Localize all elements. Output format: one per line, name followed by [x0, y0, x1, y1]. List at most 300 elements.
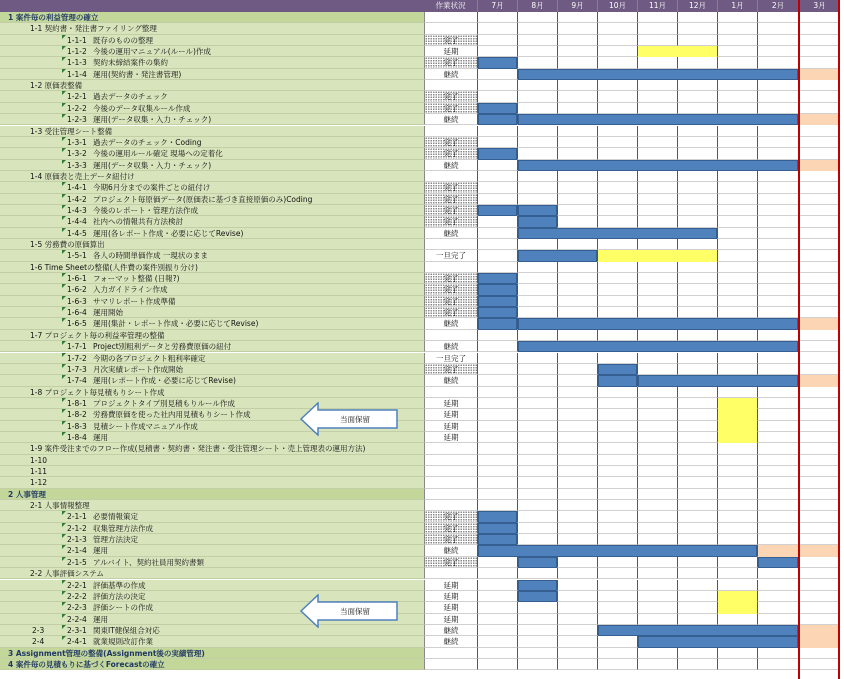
month-cell — [477, 69, 517, 80]
month-cell — [597, 307, 637, 318]
schedule-bar-blue — [518, 69, 798, 80]
month-cell — [597, 12, 637, 23]
month-cell — [557, 648, 597, 659]
task-row — [0, 545, 844, 556]
month-cell — [677, 477, 717, 488]
subcategory-title: 1-5 労務費の原価算出 — [30, 240, 105, 249]
status-cell: 延期 — [424, 409, 477, 420]
task-title: プロジェクトタイプ別見積もりルール作成 — [93, 398, 235, 408]
month-cell — [477, 216, 517, 227]
month-cell — [637, 57, 677, 68]
month-cell — [557, 602, 597, 613]
month-cell — [477, 80, 517, 91]
task-number: 1-1-3 — [67, 58, 87, 68]
month-cell — [557, 103, 597, 114]
month-cell — [517, 57, 557, 68]
task-title: 運用(データ収集・入力・チェック) — [93, 115, 212, 125]
task-number: 1-8-4 — [67, 432, 87, 442]
month-cell — [717, 80, 757, 91]
month-cell — [757, 284, 798, 295]
month-cell — [517, 239, 557, 250]
status-cell — [424, 80, 477, 91]
task-number: 1-7-2 — [67, 353, 87, 363]
task-title: 運用(各レポート作成・必要に応じてRevise) — [93, 228, 244, 238]
task-row — [0, 580, 844, 591]
month-cell — [717, 228, 757, 239]
schedule-bar-peach — [799, 318, 840, 329]
cell-marker-icon — [62, 511, 66, 515]
status-cell — [424, 455, 477, 466]
month-cell — [517, 353, 557, 364]
row-label — [0, 341, 424, 352]
task-row — [0, 341, 844, 352]
month-cell — [557, 12, 597, 23]
cell-marker-icon — [62, 375, 66, 379]
cell-marker-icon — [62, 194, 66, 198]
month-cell — [677, 23, 717, 34]
month-cell — [597, 35, 637, 46]
row-label — [0, 443, 424, 454]
task-row — [0, 364, 844, 375]
schedule-bar-blue — [518, 557, 557, 568]
status-cell — [424, 12, 477, 23]
month-cell — [677, 273, 717, 284]
month-cell — [798, 137, 840, 148]
task-row — [0, 398, 844, 409]
month-cell — [517, 35, 557, 46]
month-cell — [637, 455, 677, 466]
category-row — [0, 489, 844, 500]
month-cell — [637, 477, 677, 488]
month-cell — [477, 228, 517, 239]
status-cell: 延期 — [424, 432, 477, 443]
schedule-bar-blue — [478, 114, 517, 125]
month-cell — [557, 171, 597, 182]
task-title: 過去データのチェック・Coding — [93, 137, 202, 147]
status-cell: 継続 — [424, 625, 477, 636]
month-cell — [517, 284, 557, 295]
month-cell — [637, 284, 677, 295]
cell-marker-icon — [62, 364, 66, 368]
schedule-bar-blue — [518, 591, 557, 602]
schedule-bar-yellow — [598, 250, 717, 261]
row-label — [0, 477, 424, 488]
cell-marker-icon — [62, 114, 66, 118]
month-cell — [717, 250, 757, 261]
month-cell — [717, 103, 757, 114]
month-cell — [677, 500, 717, 511]
task-title: 収集管理方法作成 — [93, 523, 153, 533]
month-cell — [557, 636, 597, 647]
status-cell: 完了 — [424, 57, 477, 68]
task-row — [0, 284, 844, 295]
month-cell — [717, 284, 757, 295]
month-cell — [637, 387, 677, 398]
row-label — [0, 114, 424, 125]
task-number: 1-8-3 — [67, 421, 87, 431]
month-cell — [677, 534, 717, 545]
month-cell — [477, 126, 517, 137]
month-cell — [597, 614, 637, 625]
task-row — [0, 205, 844, 216]
month-cell — [557, 455, 597, 466]
month-cell — [757, 523, 798, 534]
schedule-bar-blue — [478, 57, 517, 68]
month-cell — [557, 35, 597, 46]
month-cell — [597, 46, 637, 57]
cell-marker-icon — [62, 545, 66, 549]
month-cell — [717, 262, 757, 273]
month-cell — [798, 500, 840, 511]
task-row — [0, 557, 844, 568]
month-cell — [757, 398, 798, 409]
status-cell: 完了 — [424, 534, 477, 545]
month-cell — [597, 80, 637, 91]
month-cell — [677, 648, 717, 659]
category-title: 2 人事管理 — [8, 489, 46, 499]
month-cell — [517, 103, 557, 114]
row-label — [0, 228, 424, 239]
schedule-bar-blue — [478, 148, 517, 159]
task-title: 各人の時間単価作成 一現状のまま — [93, 251, 208, 261]
month-cell — [637, 12, 677, 23]
month-cell — [517, 148, 557, 159]
status-cell: 完了 — [424, 511, 477, 522]
subcategory-title: 2-2 人事評価システム — [30, 569, 104, 579]
month-cell — [477, 477, 517, 488]
month-cell — [798, 409, 840, 420]
month-cell — [637, 432, 677, 443]
row-label — [0, 500, 424, 511]
status-cell: 完了 — [424, 205, 477, 216]
cell-marker-icon — [62, 353, 66, 357]
status-cell: 完了 — [424, 103, 477, 114]
row-label — [0, 375, 424, 386]
task-number: 2-4-1 — [67, 637, 87, 647]
month-cell — [798, 341, 840, 352]
row-label — [0, 455, 424, 466]
month-cell — [637, 216, 677, 227]
month-cell — [798, 455, 840, 466]
month-cell — [677, 194, 717, 205]
month-cell — [597, 194, 637, 205]
schedule-bar-yellow — [638, 46, 717, 57]
month-cell — [717, 239, 757, 250]
month-cell — [517, 46, 557, 57]
cell-marker-icon — [62, 35, 66, 39]
task-title: 今後の運用マニュアル(ルール)作成 — [93, 47, 211, 57]
month-cell — [557, 182, 597, 193]
task-row — [0, 35, 844, 46]
task-title: 評価シートの作成 — [93, 603, 153, 613]
month-cell — [557, 659, 597, 670]
month-cell — [677, 296, 717, 307]
month-cell — [517, 443, 557, 454]
task-title: 契約未締結案件の集約 — [93, 58, 168, 68]
cell-marker-icon — [62, 534, 66, 538]
task-number: 1-3-1 — [67, 137, 87, 147]
month-cell — [517, 262, 557, 273]
task-row — [0, 57, 844, 68]
month-cell — [637, 194, 677, 205]
month-cell — [677, 57, 717, 68]
month-cell — [757, 443, 798, 454]
month-cell — [477, 341, 517, 352]
month-cell — [677, 443, 717, 454]
month-cell — [637, 80, 677, 91]
month-cell — [677, 455, 717, 466]
month-cell — [517, 182, 557, 193]
month-cell — [517, 466, 557, 477]
month-cell — [477, 262, 517, 273]
month-cell — [477, 489, 517, 500]
task-row — [0, 148, 844, 159]
schedule-bar-blue — [518, 228, 717, 239]
task-row — [0, 353, 844, 364]
month-cell — [517, 432, 557, 443]
month-cell — [637, 364, 677, 375]
month-cell — [517, 614, 557, 625]
header-month-8: 2月 — [757, 0, 798, 12]
task-row — [0, 160, 844, 171]
task-row — [0, 250, 844, 261]
month-cell — [597, 421, 637, 432]
month-cell — [717, 137, 757, 148]
month-cell — [757, 387, 798, 398]
schedule-bar-peach — [758, 545, 840, 556]
month-cell — [717, 12, 757, 23]
month-cell — [798, 421, 840, 432]
task-row — [0, 409, 844, 420]
task-number: 1-1-2 — [67, 47, 87, 57]
month-cell — [477, 387, 517, 398]
month-cell — [717, 489, 757, 500]
task-title: 評価方法の決定 — [93, 591, 146, 601]
month-cell — [517, 387, 557, 398]
month-cell — [477, 160, 517, 171]
month-cell — [757, 171, 798, 182]
header-month-1: 7月 — [477, 0, 517, 12]
month-cell — [798, 171, 840, 182]
month-cell — [757, 80, 798, 91]
schedule-bar-blue — [518, 250, 597, 261]
month-cell — [717, 466, 757, 477]
status-cell: 延期 — [424, 46, 477, 57]
month-cell — [677, 659, 717, 670]
month-cell — [597, 580, 637, 591]
month-cell — [517, 625, 557, 636]
month-cell — [477, 568, 517, 579]
subcategory-row — [0, 500, 844, 511]
month-cell — [477, 250, 517, 261]
month-cell — [798, 648, 840, 659]
month-cell — [717, 23, 757, 34]
row-label — [0, 580, 424, 591]
task-title: フォーマット整備 (日報?) — [93, 274, 180, 284]
month-cell — [517, 330, 557, 341]
month-cell — [637, 534, 677, 545]
month-cell — [477, 364, 517, 375]
month-cell — [637, 580, 677, 591]
month-cell — [477, 580, 517, 591]
month-cell — [477, 330, 517, 341]
month-cell — [637, 409, 677, 420]
task-number: 1-6-2 — [67, 285, 87, 295]
month-cell — [798, 511, 840, 522]
month-cell — [757, 602, 798, 613]
month-cell — [597, 659, 637, 670]
schedule-bar-blue — [478, 273, 517, 284]
task-row — [0, 216, 844, 227]
month-cell — [597, 432, 637, 443]
month-cell — [597, 182, 637, 193]
status-cell: 完了 — [424, 296, 477, 307]
status-cell: 延期 — [424, 602, 477, 613]
month-cell — [798, 398, 840, 409]
month-cell — [757, 194, 798, 205]
status-cell: 完了 — [424, 35, 477, 46]
month-cell — [597, 602, 637, 613]
status-cell — [424, 126, 477, 137]
row-label — [0, 69, 424, 80]
month-cell — [717, 182, 757, 193]
month-cell — [677, 409, 717, 420]
task-number: 1-3-2 — [67, 149, 87, 159]
month-cell — [597, 148, 637, 159]
month-cell — [637, 568, 677, 579]
cell-marker-icon — [62, 182, 66, 186]
month-cell — [477, 614, 517, 625]
task-number: 1-3-3 — [67, 160, 87, 170]
subcategory-row — [0, 23, 844, 34]
month-cell — [717, 455, 757, 466]
month-cell — [717, 35, 757, 46]
month-cell — [637, 262, 677, 273]
month-cell — [798, 659, 840, 670]
task-number: 2-1-3 — [67, 535, 87, 545]
month-cell — [477, 23, 517, 34]
month-cell — [597, 284, 637, 295]
task-title: 入力ガイドライン作成 — [93, 285, 168, 295]
month-cell — [637, 648, 677, 659]
month-cell — [677, 364, 717, 375]
month-cell — [517, 307, 557, 318]
month-cell — [517, 375, 557, 386]
task-number: 2-2-3 — [67, 603, 87, 613]
month-cell — [557, 296, 597, 307]
row-label — [0, 205, 424, 216]
category-row — [0, 12, 844, 23]
month-cell — [477, 91, 517, 102]
month-cell — [597, 511, 637, 522]
month-cell — [677, 12, 717, 23]
row-label — [0, 284, 424, 295]
month-cell — [798, 103, 840, 114]
status-cell: 完了 — [424, 91, 477, 102]
task-number: 1-7-3 — [67, 364, 87, 374]
month-cell — [637, 103, 677, 114]
task-number: 1-4-4 — [67, 217, 87, 227]
schedule-bar-blue — [478, 523, 517, 534]
status-cell: 延期 — [424, 614, 477, 625]
month-cell — [717, 353, 757, 364]
task-number: 1-4-3 — [67, 205, 87, 215]
month-cell — [677, 421, 717, 432]
row-label — [0, 330, 424, 341]
subcategory-row — [0, 262, 844, 273]
month-cell — [557, 387, 597, 398]
schedule-bar-yellow — [718, 432, 757, 443]
task-number: 2-1-4 — [67, 546, 87, 556]
task-number: 1-7-1 — [67, 342, 87, 352]
month-cell — [677, 398, 717, 409]
header-month-2: 8月 — [517, 0, 557, 12]
task-number: 2-2-4 — [67, 614, 87, 624]
task-row — [0, 273, 844, 284]
month-cell — [677, 91, 717, 102]
task-title: 評価基準の作成 — [93, 580, 146, 590]
task-number: 2-1-2 — [67, 523, 87, 533]
month-cell — [757, 228, 798, 239]
subcategory-title: 1-6 Time Sheetの整備(人件費の案件別振り分け) — [30, 262, 198, 272]
row-label — [0, 262, 424, 273]
status-cell: 継続 — [424, 636, 477, 647]
month-cell — [477, 636, 517, 647]
task-number: 1-7-4 — [67, 376, 87, 386]
month-cell — [517, 477, 557, 488]
row-label — [0, 568, 424, 579]
task-title: 管理方法決定 — [93, 535, 138, 545]
month-cell — [517, 409, 557, 420]
month-cell — [517, 523, 557, 534]
month-cell — [557, 91, 597, 102]
task-row — [0, 636, 844, 647]
cell-marker-icon — [62, 46, 66, 50]
task-number: 1-2-2 — [67, 103, 87, 113]
month-cell — [557, 205, 597, 216]
status-cell: 完了 — [424, 194, 477, 205]
task-number: 2-1-1 — [67, 512, 87, 522]
month-cell — [757, 35, 798, 46]
cell-marker-icon — [62, 557, 66, 561]
month-cell — [597, 91, 637, 102]
month-cell — [517, 421, 557, 432]
status-cell — [424, 477, 477, 488]
status-cell — [424, 387, 477, 398]
row-label — [0, 489, 424, 500]
month-cell — [677, 580, 717, 591]
header-task-column — [0, 0, 424, 12]
month-cell — [757, 466, 798, 477]
subcategory-title: 1-7 プロジェクト毎の利益率管理の整備 — [30, 330, 165, 340]
month-cell — [637, 182, 677, 193]
month-cell — [597, 103, 637, 114]
month-cell — [517, 126, 557, 137]
month-cell — [798, 489, 840, 500]
month-cell — [597, 171, 637, 182]
month-cell — [597, 330, 637, 341]
month-cell — [798, 307, 840, 318]
schedule-bar-blue — [758, 557, 798, 568]
subcategory-title: 1-12 — [30, 478, 48, 488]
month-cell — [717, 364, 757, 375]
month-cell — [798, 12, 840, 23]
status-cell: 完了 — [424, 364, 477, 375]
month-cell — [798, 557, 840, 568]
subcategory-title: 1-8 プロジェクト毎見積もりシート作成 — [30, 387, 165, 397]
status-cell: 継続 — [424, 69, 477, 80]
status-cell: 継続 — [424, 228, 477, 239]
